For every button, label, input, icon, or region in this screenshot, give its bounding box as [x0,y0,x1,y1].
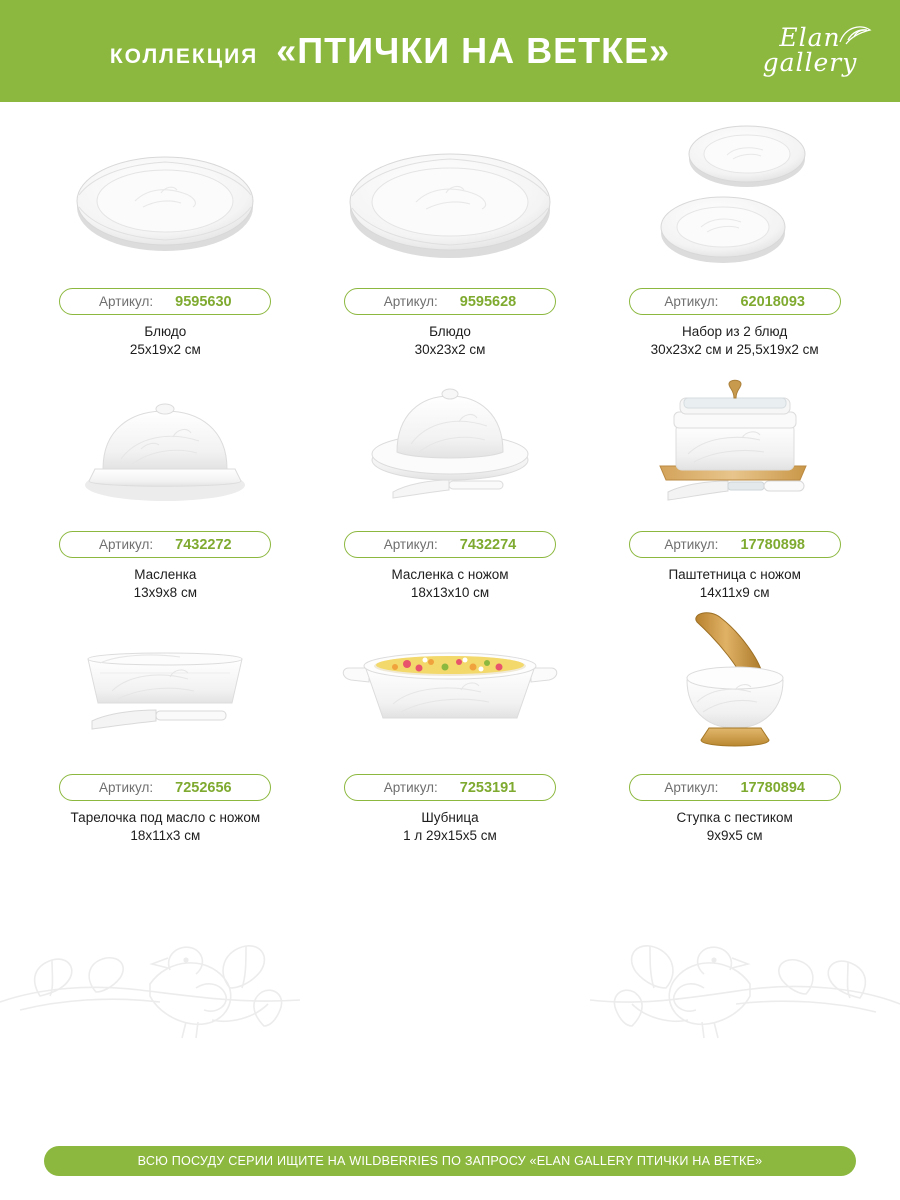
butter-knife-icon [92,710,226,729]
bird-branch-watermark [0,892,900,1122]
sku-value: 17780894 [740,779,805,796]
product-size: 30х23х2 см [414,342,486,357]
product-card[interactable] [603,116,866,357]
product-card[interactable] [319,359,582,600]
butter-knife-icon [393,480,503,498]
header-kicker: КОЛЛЕКЦИЯ [109,45,259,68]
product-grid [0,102,900,843]
page-header [0,0,900,102]
product-name: Масленка с ножом [391,567,509,582]
product-card[interactable] [319,116,582,357]
product-card[interactable] [603,359,866,600]
sku-value: 17780898 [740,536,805,553]
sku-badge [59,774,271,801]
pate-knife-icon [668,481,804,500]
sku-value: 62018093 [740,293,805,310]
product-name: Масленка [134,567,197,582]
footer-text: ВСЮ ПОСУДУ СЕРИИ ИЩИТЕ НА WILDBERRIES ПО ЗАПРОСУ «ELAN GALLERY ПТИЧКИ НА ВЕТКЕ» [137,1154,763,1168]
sku-value: 9595630 [175,293,232,310]
product-name: Шубница [421,810,479,825]
sku-value: 7253191 [459,779,517,796]
sku-badge [629,774,841,801]
sku-badge [629,531,841,558]
product-image-butter-plate-with-knife [34,602,297,770]
sku-badge [344,774,556,801]
sku-label: Артикул: [664,294,719,309]
sku-badge [59,531,271,558]
sku-badge [59,288,271,315]
sku-badge [344,531,556,558]
product-image-pate-dish-with-knife [603,359,866,527]
sku-value: 7432272 [175,536,232,553]
product-name: Ступка с пестиком [676,810,793,825]
sku-badge [629,288,841,315]
sku-value: 7432274 [459,536,517,553]
product-card[interactable] [34,116,297,357]
product-size: 25х19х2 см [129,342,201,357]
product-image-butter-dish [34,359,297,527]
product-image-butter-dish-with-knife [319,359,582,527]
sku-label: Артикул: [99,537,154,552]
sku-label: Артикул: [383,294,438,309]
product-size: 13х9х8 см [133,585,197,600]
logo-line-1: Elan [779,23,841,53]
leaf-ornament-icon [838,22,872,48]
product-size: 14х11х9 см [699,585,770,600]
product-card[interactable] [603,602,866,843]
product-name: Блюдо [429,324,471,339]
product-size: 18х11х3 см [130,828,201,843]
sku-label: Артикул: [664,537,719,552]
product-card[interactable] [319,602,582,843]
sku-badge [344,288,556,315]
product-size: 9х9х5 см [706,828,763,843]
product-card[interactable] [34,602,297,843]
product-image-salad-dish [319,602,582,770]
sku-label: Артикул: [664,780,719,795]
sku-value: 7252656 [175,779,232,796]
product-image-two-platters-set [603,116,866,284]
sku-label: Артикул: [383,780,438,795]
product-size: 1 л 29х15х5 см [403,828,497,843]
product-name: Паштетница с ножом [668,567,801,582]
page-title: «ПТИЧКИ НА ВЕТКЕ» [276,30,671,71]
product-name: Блюдо [144,324,187,339]
logo-line-2: gallery [762,48,858,78]
footer-banner [44,1146,856,1176]
sku-label: Артикул: [383,537,438,552]
sku-value: 9595628 [459,293,517,310]
product-name: Набор из 2 блюд [682,324,788,339]
brand-logo [744,20,876,82]
product-size: 18х13х10 см [410,585,490,600]
product-image-oval-platter-small [34,116,297,284]
product-size: 30х23х2 см и 25,5х19х2 см [650,342,819,357]
sku-label: Артикул: [99,780,154,795]
product-name: Тарелочка под масло с ножом [70,810,261,825]
product-image-mortar-and-pestle [603,602,866,770]
product-image-oval-platter-large [319,116,582,284]
product-card[interactable] [34,359,297,600]
sku-label: Артикул: [99,294,154,309]
